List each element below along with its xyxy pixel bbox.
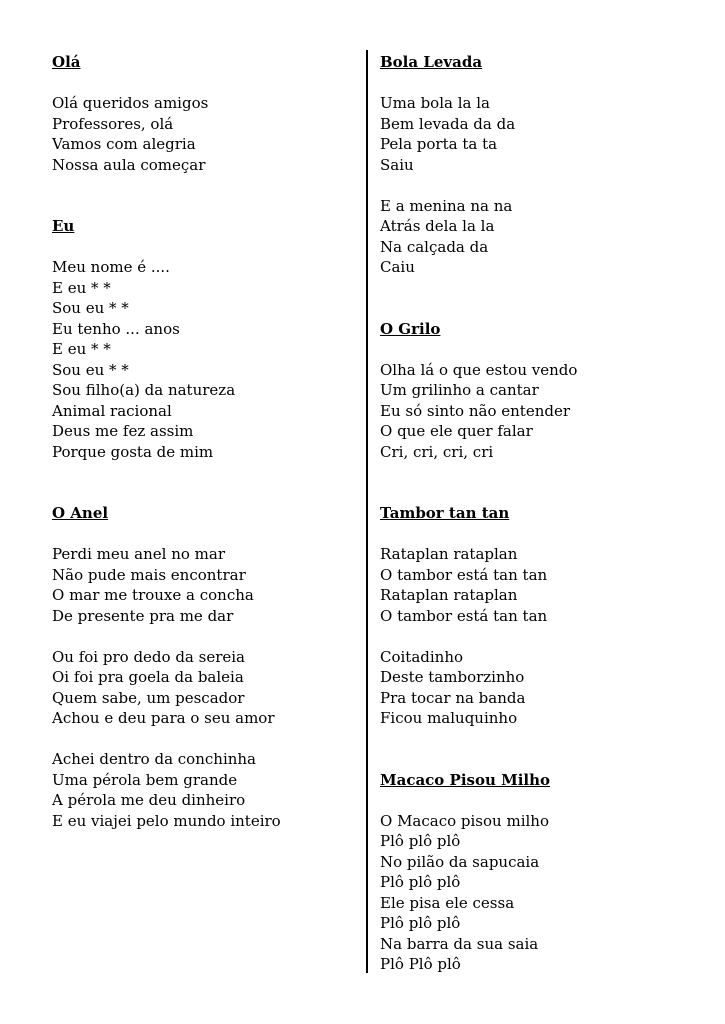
lyric-line: O mar me trouxe a concha: [52, 586, 254, 604]
lyric-line: Olha lá o que estou vendo: [380, 360, 578, 379]
lyric-line: Saiu: [380, 155, 414, 174]
lyric-line: O que ele quer falar: [380, 422, 533, 440]
lyric-line: Eu só sinto não entender: [380, 401, 571, 420]
lyric-line: Vamos com alegria: [52, 135, 196, 153]
lyric-line: Perdi meu anel no mar: [52, 545, 226, 563]
lyric-line: Quem sabe, um pescador: [52, 688, 245, 707]
lyric-line: Porque gosta de mim: [52, 442, 214, 461]
lyric-line: E a menina na na: [380, 196, 513, 215]
lyric-line: Ele pisa ele cessa: [380, 893, 515, 912]
lyric-line: Meu nome é ....: [52, 258, 170, 276]
lyric-line: Na barra da sua saia: [380, 934, 539, 953]
lyric-line: E eu * *: [52, 340, 111, 358]
lyric-line: Sou filho(a) da natureza: [52, 381, 236, 399]
song-title-bola-levada: Bola Levada: [380, 53, 483, 71]
song-title-eu: Eu: [52, 217, 75, 235]
lyric-line: Cri, cri, cri, cri: [380, 442, 494, 461]
lyric-line: O Macaco pisou milho: [380, 811, 549, 830]
lyric-line: Plô plô plô: [380, 914, 461, 932]
lyric-line: E eu viajei pelo mundo inteiro: [52, 811, 281, 830]
lyric-line: Rataplan rataplan: [380, 545, 518, 563]
lyric-line: Plô Plô plô: [380, 955, 461, 973]
lyric-line: O tambor está tan tan: [380, 606, 548, 625]
lyric-line: Ou foi pro dedo da sereia: [52, 647, 246, 666]
lyric-line: Rataplan rataplan: [380, 586, 518, 604]
lyric-line: Não pude mais encontrar: [52, 565, 246, 584]
lyric-line: Um grilinho a cantar: [380, 381, 539, 399]
lyric-line: Achou e deu para o seu amor: [52, 709, 275, 727]
lyric-line: Olá queridos amigos: [52, 94, 209, 112]
lyric-line: Pra tocar na banda: [380, 688, 526, 707]
lyric-line: De presente pra me dar: [52, 606, 234, 625]
lyric-line: Achei dentro da conchinha: [52, 750, 257, 768]
lyric-line: Animal racional: [52, 401, 172, 420]
song-title-tambor-tan-tan: Tambor tan tan: [380, 504, 510, 522]
lyric-line: Pela porta ta ta: [380, 135, 498, 153]
lyric-line: Eu tenho ... anos: [52, 319, 180, 338]
lyric-line: Plô plô plô: [380, 873, 461, 891]
lyric-line: Na calçada da: [380, 237, 489, 256]
left-column: [52, 52, 352, 831]
lyric-line: Deus me fez assim: [52, 422, 194, 440]
song-title-o-anel: O Anel: [52, 504, 109, 522]
lyric-line: Uma pérola bem grande: [52, 770, 238, 789]
lyric-line: Professores, olá: [52, 114, 174, 133]
lyric-line: E eu * *: [52, 278, 111, 297]
lyric-line: Nossa aula começar: [52, 155, 206, 174]
lyric-line: Oi foi pra goela da baleia: [52, 668, 244, 686]
song-title-ola: Olá: [52, 53, 81, 71]
lyric-line: Caiu: [380, 258, 415, 276]
lyric-line: Uma bola la la: [380, 94, 490, 112]
lyric-line: Sou eu * *: [52, 299, 129, 317]
lyric-line: Coitadinho: [380, 647, 464, 666]
lyric-line: O tambor está tan tan: [380, 565, 548, 584]
lyric-line: Plô plô plô: [380, 832, 461, 850]
lyric-line: No pilão da sapucaia: [380, 852, 540, 871]
lyric-line: A pérola me deu dinheiro: [52, 791, 246, 809]
lyric-line: Deste tamborzinho: [380, 668, 525, 686]
lyric-line: Bem levada da da: [380, 114, 516, 133]
lyric-line: Atrás dela la la: [380, 217, 495, 235]
lyric-line: Ficou maluquinho: [380, 709, 518, 727]
song-title-o-grilo: O Grilo: [380, 319, 441, 338]
column-divider: [366, 50, 368, 973]
right-column: [380, 52, 710, 975]
lyric-line: Sou eu * *: [52, 360, 129, 379]
song-title-macaco-pisou-milho: Macaco Pisou Milho: [380, 770, 551, 789]
